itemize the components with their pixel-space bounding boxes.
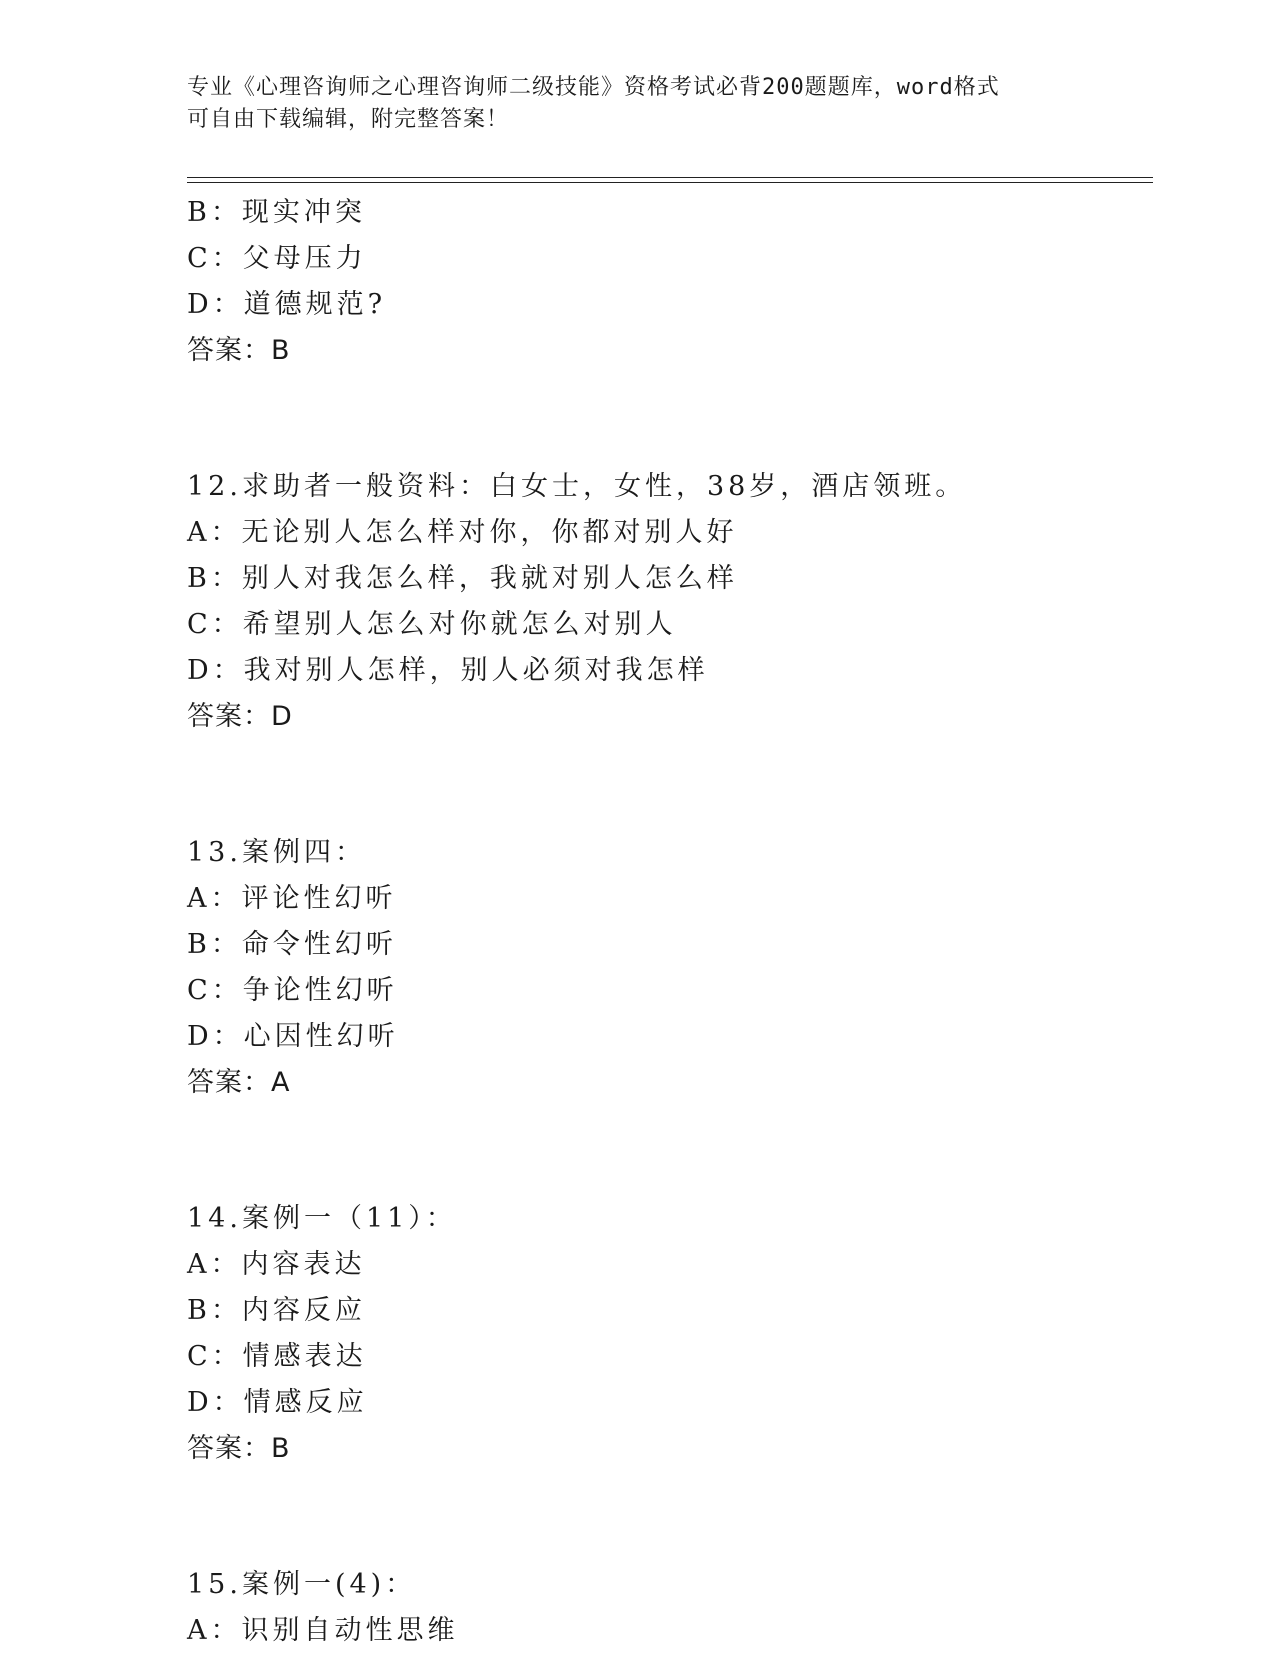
option-d: D：我对别人怎样，别人必须对我怎样: [187, 655, 709, 686]
option-a: A：内容表达: [187, 1249, 366, 1280]
question-stem: 15.案例一(4)：: [187, 1569, 417, 1600]
option-a: A：识别自动性思维: [187, 1615, 459, 1646]
option-c: C：希望别人怎么对你就怎么对别人: [187, 609, 677, 640]
option-b: B：内容反应: [187, 1295, 366, 1326]
spacer: [187, 1106, 1147, 1196]
question-list: [187, 190, 1147, 1654]
question-stem: 13.案例四：: [187, 837, 366, 868]
document-header: [187, 72, 1087, 136]
answer-line: 答案：B: [187, 1433, 291, 1464]
question-stem: 12.求助者一般资料：白女士，女性，38岁，酒店领班。: [187, 471, 967, 502]
option-d: D：情感反应: [187, 1387, 368, 1418]
header-divider-top: [187, 177, 1153, 178]
option-d: D：心因性幻听: [187, 1021, 399, 1052]
answer-line: 答案：A: [187, 1067, 291, 1098]
header-line-2: 可自由下载编辑，附完整答案！: [187, 107, 510, 132]
option-c: C：争论性幻听: [187, 975, 398, 1006]
question-11-partial: [187, 190, 1147, 374]
spacer: [187, 1472, 1147, 1562]
option-c: C：情感表达: [187, 1341, 367, 1372]
question-12: [187, 464, 1147, 740]
option-b: B：现实冲突: [187, 197, 366, 228]
answer-line: 答案：D: [187, 701, 293, 732]
question-14: [187, 1196, 1147, 1472]
option-a: A：无论别人怎么样对你，你都对别人好: [187, 517, 738, 548]
question-stem: 14.案例一（11）：: [187, 1203, 457, 1234]
option-b: B：命令性幻听: [187, 929, 397, 960]
question-13: [187, 830, 1147, 1106]
spacer: [187, 740, 1147, 830]
option-c: C：父母压力: [187, 243, 367, 274]
option-d: D：道德规范?: [187, 289, 387, 320]
option-a: A：评论性幻听: [187, 883, 397, 914]
header-line-1: 专业《心理咨询师之心理咨询师二级技能》资格考试必背200题题库，word格式: [187, 75, 1000, 100]
option-b: B：别人对我怎么样，我就对别人怎么样: [187, 563, 738, 594]
question-15: [187, 1562, 1147, 1654]
spacer: [187, 374, 1147, 464]
answer-line: 答案：B: [187, 335, 291, 366]
header-divider-bottom: [187, 182, 1153, 183]
